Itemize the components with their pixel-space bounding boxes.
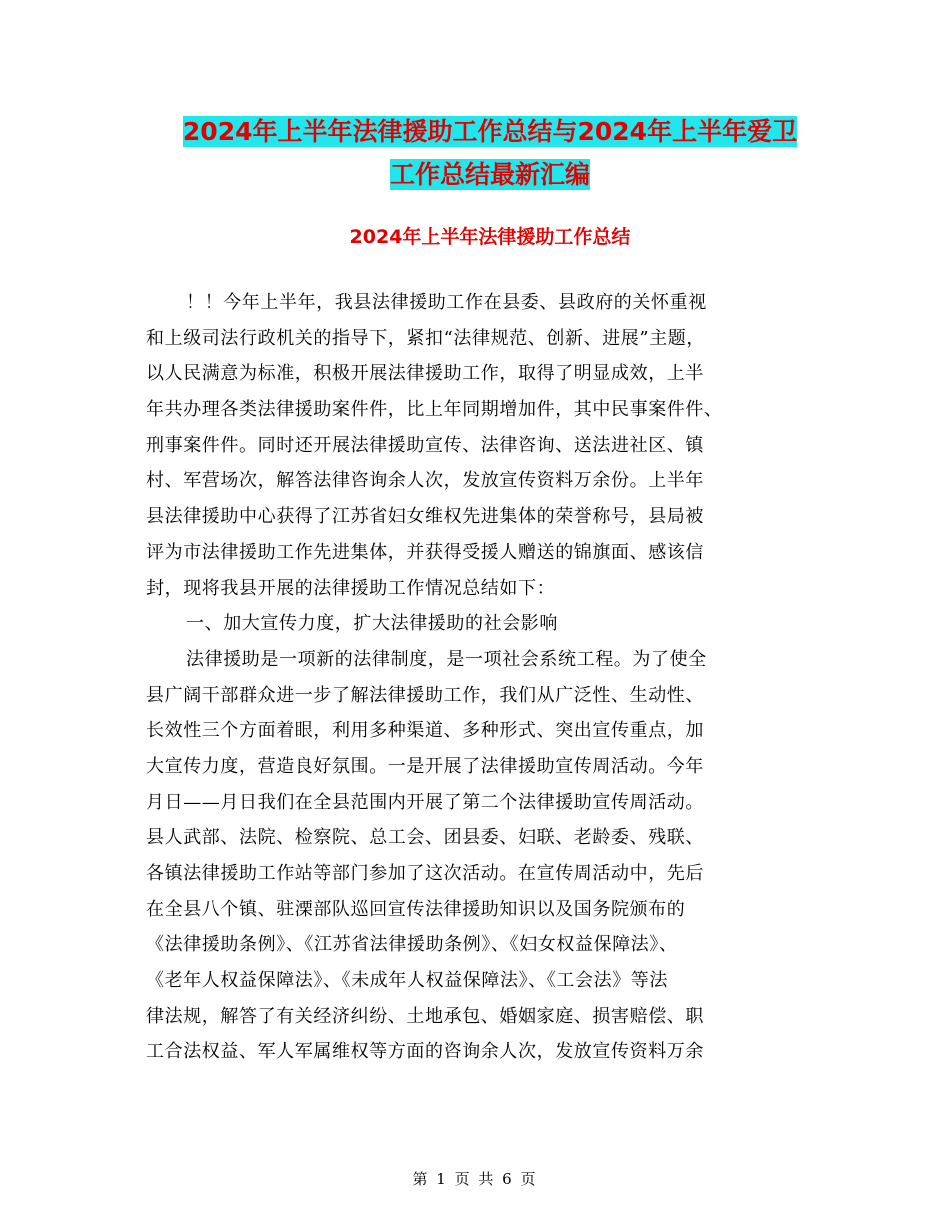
body-line: ！！今年上半年，我县法律援助工作在县委、县政府的关怀重视	[186, 292, 707, 313]
body-line: 和上级司法行政机关的指导下，紧扣“法律规范、创新、进展”主题，	[146, 327, 706, 349]
body-line: 封，现将我县开展的法律援助工作情况总结如下：	[146, 577, 556, 599]
body-line: 律法规，解答了有关经济纠纷、土地承包、婚姻家庭、损害赔偿、职	[146, 1005, 704, 1027]
document-title-line-1	[140, 112, 840, 152]
body-line: 大宣传力度，营造良好氛围。一是开展了法律援助宣传周活动。今年	[146, 755, 704, 777]
body-line: 《老年人权益保障法》、《未成年人权益保障法》、《工会法》等法	[146, 970, 668, 992]
body-line: 评为市法律援助工作先进集体，并获得受援人赠送的锦旗面、感该信	[146, 541, 704, 563]
document-body	[146, 285, 806, 1070]
body-line: 在全县八个镇、驻溧部队巡回宣传法律援助知识以及国务院颁布的	[146, 898, 686, 920]
body-line: 县法律援助中心获得了江苏省妇女维权先进集体的荣誉称号，县局被	[146, 506, 704, 528]
body-line: 长效性三个方面着眼，利用多种渠道、多种形式、突出宣传重点，加	[146, 720, 704, 742]
body-line: 刑事案件件。同时还开展法律援助宣传、法律咨询、送法进社区、镇	[146, 434, 704, 456]
body-line: 年共办理各类法律援助案件件，比上年同期增加件，其中民事案件件、	[146, 399, 723, 421]
body-line: 工合法权益、军人军属维权等方面的咨询余人次，发放宣传资料万余	[146, 1041, 704, 1063]
body-line: 法律援助是一项新的法律制度，是一项社会系统工程。为了使全	[186, 648, 707, 670]
section-heading: 一、加大宣传力度，扩大法律援助的社会影响	[186, 613, 558, 635]
section-subtitle: 2024年上半年法律援助工作总结	[349, 226, 631, 248]
body-line: 《法律援助条例》、《江苏省法律援助条例》、《妇女权益保障法》、	[146, 934, 678, 956]
body-line: 以人民满意为标准，积极开展法律援助工作，取得了明显成效，上半	[146, 363, 704, 385]
title-highlight-1: 2024年上半年法律援助工作总结与2024年上半年爱卫	[182, 117, 798, 146]
body-line: 村、军营场次，解答法律咨询余人次，发放宣传资料万余份。上半年	[146, 470, 704, 492]
page-number-footer: 第 1 页 共 6 页	[412, 1170, 538, 1188]
body-line: 县广阔干部群众进一步了解法律援助工作，我们从广泛性、生动性、	[146, 684, 704, 706]
body-line: 月日——月日我们在全县范围内开展了第二个法律援助宣传周活动。	[146, 791, 704, 813]
title-highlight-2: 工作总结最新汇编	[389, 160, 590, 189]
body-line: 各镇法律援助工作站等部门参加了这次活动。在宣传周活动中，先后	[146, 863, 704, 884]
body-line: 县人武部、法院、检察院、总工会、团县委、妇联、老龄委、残联、	[146, 827, 704, 849]
document-title-line-2	[140, 155, 840, 195]
